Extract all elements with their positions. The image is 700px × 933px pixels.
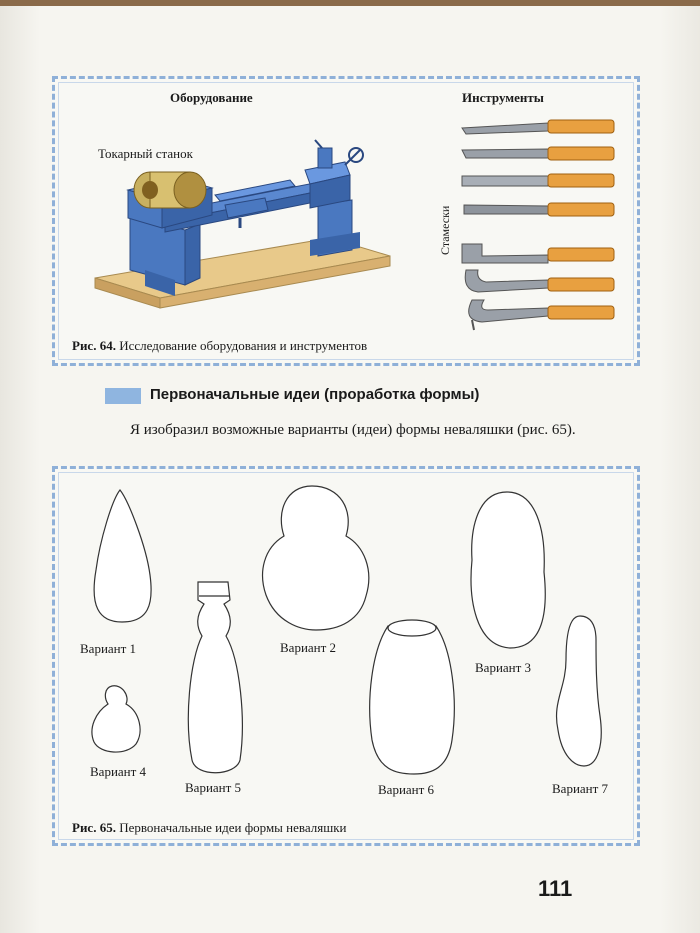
variant-4-label: Вариант 4	[90, 764, 147, 779]
variant-5-label: Вариант 5	[185, 780, 242, 795]
section-heading: Первоначальные идеи (проработка формы)	[150, 386, 480, 403]
tools-heading: Инструменты	[462, 90, 544, 105]
variant-7-shape	[557, 616, 602, 766]
variant-1-label: Вариант 1	[80, 641, 137, 656]
variant-2-shape	[263, 486, 369, 630]
figure-65-caption-text: Первоначальные идеи формы неваляшки	[119, 820, 347, 835]
variant-3-shape	[471, 492, 545, 648]
lathe-label: Токарный станок	[98, 146, 193, 161]
variant-3-label: Вариант 3	[475, 660, 532, 675]
variant-4-shape	[92, 686, 140, 752]
chisels-label: Стамески	[438, 205, 452, 255]
variant-6-shape	[370, 626, 455, 774]
variant-1-shape	[94, 490, 151, 622]
variant-6-label: Вариант 6	[378, 782, 435, 797]
page-number: 111	[538, 876, 573, 901]
equipment-heading: Оборудование	[170, 90, 253, 105]
section-body-text: Я изобразил возможные варианты (идеи) формы неваляшки (рис. 65).	[130, 422, 576, 438]
variant-7-label: Вариант 7	[552, 781, 609, 796]
figure-65-caption-number: Рис. 65.	[72, 820, 116, 835]
variant-2-label: Вариант 2	[280, 640, 337, 655]
variant-5-shape	[188, 582, 242, 773]
figure-64-caption-number: Рис. 64.	[72, 338, 116, 353]
figure-65-caption	[72, 820, 346, 836]
figure-64-caption-text: Исследование оборудования и инструментов	[119, 338, 368, 353]
